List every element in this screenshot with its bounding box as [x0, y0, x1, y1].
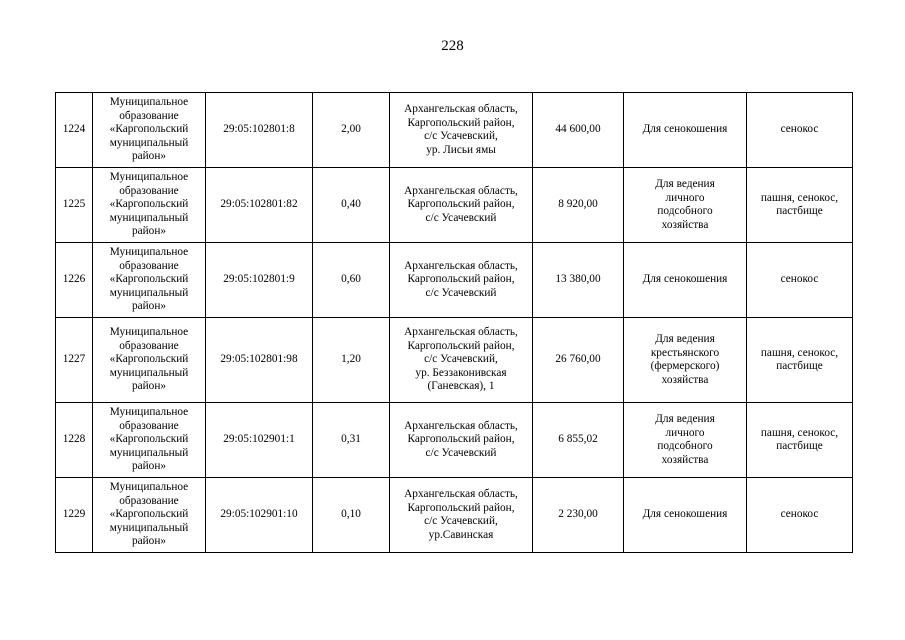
permitted-use-line: Для ведения: [655, 333, 715, 345]
address-line: Архангельская область,: [404, 184, 518, 197]
table-row: [56, 93, 853, 168]
address-line: с/с Усачевский: [425, 446, 497, 459]
permitted-use-line: Для ведения: [655, 413, 715, 425]
land-type-line: пашня, сенокос,: [760, 426, 839, 439]
land-type-cell: [747, 403, 853, 478]
address-line: с/с Усачевский: [425, 286, 497, 299]
address-cell: [390, 318, 533, 403]
owner-line: образование: [119, 259, 179, 272]
owner-line: образование: [119, 494, 179, 507]
owner-line: муниципальный: [109, 521, 189, 534]
owner-cell: [93, 243, 206, 318]
owner-line: муниципальный: [109, 446, 189, 459]
permitted-use-line: личного: [665, 426, 705, 439]
permitted-use-line: Для сенокошения: [642, 123, 728, 136]
owner-cell: [93, 478, 206, 553]
address-line: с/с Усачевский,: [424, 353, 498, 366]
permitted-use-cell: [624, 243, 747, 318]
cadastral-number-cell: 29:05:102901:1: [206, 403, 313, 478]
address-line: Каргопольский район,: [407, 501, 515, 514]
area-cell: 0,40: [313, 168, 390, 243]
cadastral-cost-cell: 6 855,02: [533, 403, 624, 478]
owner-line: образование: [119, 184, 179, 197]
permitted-use-line: крестьянского: [650, 346, 720, 359]
row-number-cell: 1227: [56, 318, 93, 403]
owner-cell: [93, 168, 206, 243]
cadastral-cost-cell: 2 230,00: [533, 478, 624, 553]
land-type-cell: [747, 168, 853, 243]
permitted-use-line: подсобного: [657, 440, 713, 452]
permitted-use-line: Для сенокошения: [642, 273, 728, 286]
row-number-cell: 1225: [56, 168, 93, 243]
table-row: [56, 403, 853, 478]
owner-line: образование: [119, 419, 179, 432]
page-number: 228: [441, 38, 464, 54]
cadastral-number-cell: 29:05:102801:98: [206, 318, 313, 403]
owner-line: «Каргопольский: [109, 273, 189, 286]
owner-line: «Каргопольский: [109, 198, 189, 211]
address-line: ур.Савинская: [428, 528, 494, 541]
owner-line: муниципальный: [109, 136, 189, 149]
row-number-cell: 1224: [56, 93, 93, 168]
owner-line: Муниципальное: [109, 96, 189, 109]
address-line: Архангельская область,: [404, 103, 518, 115]
owner-line: «Каргопольский: [109, 123, 189, 136]
address-line: с/с Усачевский,: [424, 515, 498, 527]
address-cell: [390, 93, 533, 168]
owner-line: район»: [131, 535, 167, 548]
land-type-cell: [747, 478, 853, 553]
owner-line: Муниципальное: [109, 481, 189, 494]
land-type-cell: [747, 243, 853, 318]
address-line: Архангельская область,: [404, 419, 518, 432]
owner-line: муниципальный: [109, 211, 189, 224]
land-type-line: пастбище: [776, 205, 823, 217]
owner-line: район»: [131, 225, 167, 238]
permitted-use-line: хозяйства: [661, 453, 709, 466]
row-number-cell: 1226: [56, 243, 93, 318]
owner-line: образование: [119, 339, 179, 352]
cadastral-cost-cell: 26 760,00: [533, 318, 624, 403]
address-line: Каргопольский район,: [407, 198, 515, 211]
address-line: Каргопольский район,: [407, 273, 515, 286]
table-row: [56, 478, 853, 553]
permitted-use-cell: [624, 318, 747, 403]
owner-line: «Каргопольский: [109, 353, 189, 366]
permitted-use-cell: [624, 93, 747, 168]
address-line: Каргопольский район,: [407, 433, 515, 446]
land-type-line: пашня, сенокос,: [760, 346, 839, 359]
address-cell: [390, 403, 533, 478]
land-type-line: пастбище: [776, 360, 823, 372]
permitted-use-line: личного: [665, 191, 705, 204]
address-line: ур. Беззаконивская: [415, 366, 507, 379]
area-cell: 0,60: [313, 243, 390, 318]
owner-line: муниципальный: [109, 286, 189, 299]
address-line: Каргопольский район,: [407, 339, 515, 352]
address-line: (Ганевская), 1: [427, 380, 495, 393]
permitted-use-line: хозяйства: [661, 373, 709, 386]
cadastral-cost-cell: 8 920,00: [533, 168, 624, 243]
land-type-line: пашня, сенокос,: [760, 191, 839, 204]
owner-line: район»: [131, 150, 167, 163]
owner-line: район»: [131, 300, 167, 313]
permitted-use-line: подсобного: [657, 205, 713, 217]
area-cell: 1,20: [313, 318, 390, 403]
permitted-use-line: (фермерского): [650, 360, 720, 372]
land-type-line: сенокос: [780, 508, 819, 521]
address-line: с/с Усачевский,: [424, 130, 498, 142]
cadastral-cost-cell: 44 600,00: [533, 93, 624, 168]
owner-line: «Каргопольский: [109, 508, 189, 521]
owner-line: образование: [119, 109, 179, 122]
table-row: [56, 243, 853, 318]
address-line: ур. Лисьи ямы: [426, 143, 496, 156]
owner-line: Муниципальное: [109, 326, 189, 339]
permitted-use-line: хозяйства: [661, 218, 709, 231]
permitted-use-cell: [624, 403, 747, 478]
cadastral-number-cell: 29:05:102801:9: [206, 243, 313, 318]
permitted-use-cell: [624, 478, 747, 553]
address-line: Архангельская область,: [404, 488, 518, 500]
row-number-cell: 1229: [56, 478, 93, 553]
address-cell: [390, 478, 533, 553]
owner-cell: [93, 403, 206, 478]
owner-cell: [93, 93, 206, 168]
area-cell: 0,10: [313, 478, 390, 553]
owner-line: Муниципальное: [109, 246, 189, 259]
table-body: [56, 93, 853, 553]
land-type-line: сенокос: [780, 273, 819, 286]
owner-cell: [93, 318, 206, 403]
land-type-cell: [747, 318, 853, 403]
table-row: [56, 318, 853, 403]
address-line: Архангельская область,: [404, 326, 518, 339]
permitted-use-line: Для сенокошения: [642, 508, 728, 521]
owner-line: муниципальный: [109, 366, 189, 379]
address-line: с/с Усачевский: [425, 211, 497, 224]
land-type-cell: [747, 93, 853, 168]
owner-line: Муниципальное: [109, 406, 189, 419]
owner-line: район»: [131, 460, 167, 473]
owner-line: район»: [131, 380, 167, 393]
address-cell: [390, 168, 533, 243]
cadastral-number-cell: 29:05:102901:10: [206, 478, 313, 553]
area-cell: 2,00: [313, 93, 390, 168]
row-number-cell: 1228: [56, 403, 93, 478]
cadastral-number-cell: 29:05:102801:82: [206, 168, 313, 243]
owner-line: «Каргопольский: [109, 433, 189, 446]
land-type-line: пастбище: [776, 440, 823, 452]
table-row: [56, 168, 853, 243]
permitted-use-line: Для ведения: [655, 178, 715, 190]
address-line: Архангельская область,: [404, 259, 518, 272]
cadastral-cost-cell: 13 380,00: [533, 243, 624, 318]
land-type-line: сенокос: [780, 123, 819, 136]
permitted-use-cell: [624, 168, 747, 243]
owner-line: Муниципальное: [109, 171, 189, 184]
area-cell: 0,31: [313, 403, 390, 478]
cadastral-number-cell: 29:05:102801:8: [206, 93, 313, 168]
address-cell: [390, 243, 533, 318]
address-line: Каргопольский район,: [407, 116, 515, 129]
land-plots-table: [55, 92, 853, 553]
